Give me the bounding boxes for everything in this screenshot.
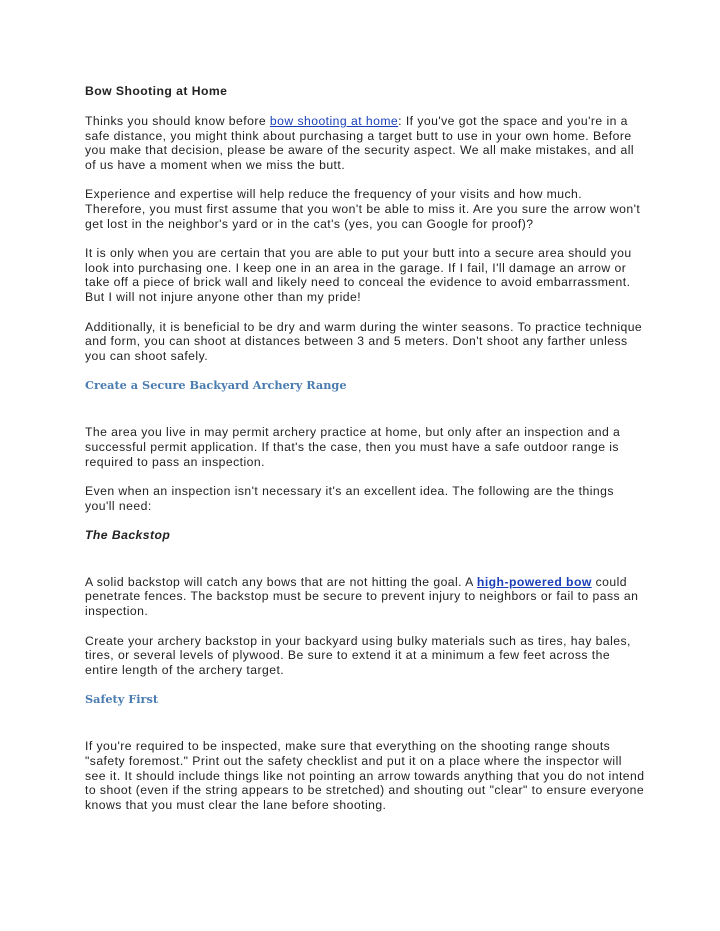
document-page [85, 84, 645, 812]
paragraph-safety: If you're required to be inspected, make sure that everything on the shooting range shouts "safety foremost." Print out the safety checklist and put it on a place where the inspector will see it. It should include things like not pointing an arrow towards anything that you do not intend to shoot (even if the string appears to be stretched) and shouting out "clear" to ensure everyone knows that you must clear the lane before shooting. [85, 739, 645, 812]
paragraph-backstop [85, 575, 645, 619]
paragraph-secure-area: It is only when you are certain that you are able to put your butt into a secure area should you look into purchasing one. I keep one in an area in the garage. If I fail, I'll damage an arrow or take off a piece of brick wall and likely need to conceal the evidence to avoid embarrassment. But I will not injure anyone other than my pride! [85, 246, 632, 304]
paragraph-intro [85, 114, 645, 172]
bow-shooting-link[interactable]: bow shooting at home [269, 114, 399, 128]
paragraph-text: : If you've got the space and you're in a safe distance, you might think about purchasing a target butt to use in your own home. Before you make that decision, please be aware of the security aspect. We all make mistakes, and all of us have a moment when we miss the butt. [85, 114, 635, 172]
paragraph-inspection: Even when an inspection isn't necessary it's an excellent idea. The following are the things you'll need: [85, 484, 614, 513]
paragraph-permit: The area you live in may permit archery practice at home, but only after an inspection and a successful permit application. If that's the case, then you must have a safe outdoor range is required to pass an inspection. [85, 425, 621, 469]
paragraph-experience: Experience and expertise will help reduce the frequency of your visits and how much. Therefore, you must first assume that you won't be able to miss it. Are you sure the arrow won't get lost in the neighbor's yard or in the cat's (yes, you can Google for proof)? [85, 187, 641, 231]
heading-safety-first: Safety First [85, 692, 159, 707]
paragraph-winter: Additionally, it is beneficial to be dry and warm during the winter seasons. To practice technique and form, you can shoot at distances between 3 and 5 meters. Don't shoot any farther unless you can shoot safely. [85, 319, 643, 363]
heading-backyard-range: Create a Secure Backyard Archery Range [85, 378, 347, 393]
heading-backstop: The Backstop [85, 528, 171, 543]
page-title: Bow Shooting at Home [85, 84, 228, 98]
paragraph-materials: Create your archery backstop in your backyard using bulky materials such as tires, hay bales, tires, or several levels of plywood. Be sure to extend it at a minimum a few feet across the entire length of the archery target. [85, 633, 631, 677]
paragraph-text: could penetrate fences. The backstop must be secure to prevent injury to neighbors or fail to pass an inspection. [85, 574, 639, 619]
paragraph-text: A solid backstop will catch any bows that are not hitting the goal. A [85, 574, 477, 589]
high-powered-bow-link[interactable]: high-powered bow [476, 574, 592, 589]
paragraph-text: Thinks you should know before [85, 114, 270, 128]
